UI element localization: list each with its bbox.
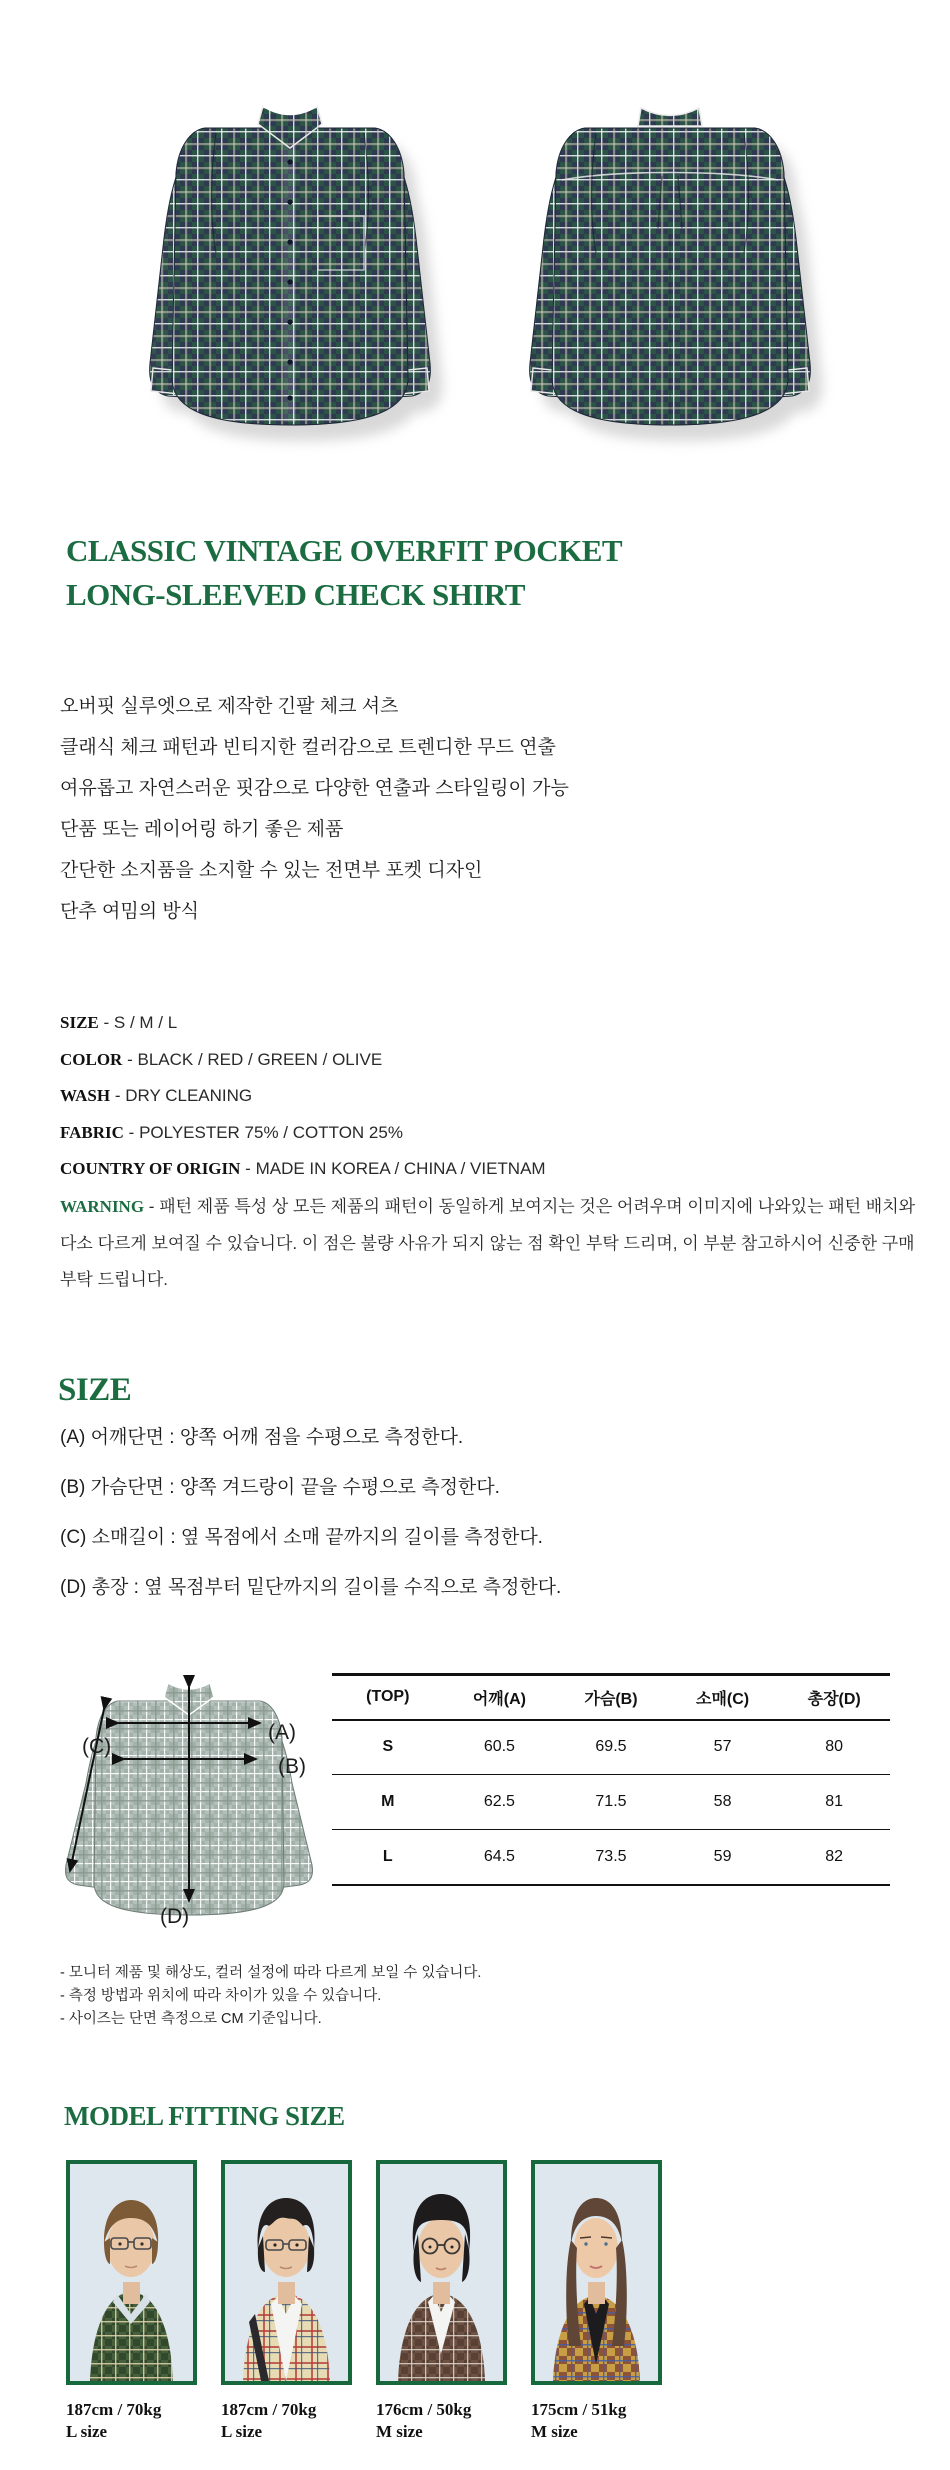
size-cell: M (381, 1793, 395, 1810)
measure-guide-line: (A) 어깨단면 : 양쪽 어깨 점을 수평으로 측정한다. (60, 1427, 464, 1448)
model-spec: 187cm / 70kg (221, 2400, 317, 2419)
value-cell: 60.5 (483, 1738, 515, 1756)
diagram-label-c: (C) (82, 1735, 112, 1758)
product-image-row (120, 78, 830, 458)
info-label: WASH (60, 1086, 111, 1105)
value-cell: 57 (713, 1738, 732, 1756)
size-table (332, 1673, 890, 1886)
model-photo-4 (531, 2160, 662, 2385)
warning-separator: - (148, 1197, 155, 1216)
product-description (60, 686, 569, 932)
value-cell: 64.5 (483, 1847, 515, 1865)
measure-guide-line: (B) 가슴단면 : 양쪽 겨드랑이 끝을 수평으로 측정한다. (60, 1477, 500, 1498)
info-separator: - (128, 1122, 135, 1142)
info-label: FABRIC (60, 1122, 124, 1142)
model-spec: 175cm / 51kg (531, 2400, 627, 2419)
description-line: 클래식 체크 패턴과 빈티지한 컬러감으로 트렌디한 무드 연출 (60, 737, 556, 758)
model-caption (376, 2399, 507, 2443)
size-notes (60, 1962, 481, 2031)
info-label: SIZE (60, 1013, 99, 1032)
description-line: 단품 또는 레이어링 하기 좋은 제품 (60, 819, 344, 840)
info-value: S / M / L (113, 1013, 178, 1032)
info-value: BLACK / RED / GREEN / OLIVE (137, 1049, 383, 1069)
model-card (221, 2160, 352, 2443)
size-section-heading: SIZE (58, 1372, 132, 1408)
value-cell: 69.5 (595, 1738, 627, 1756)
model-fitting-heading: MODEL FITTING SIZE (64, 2101, 345, 2131)
size-table-header: 소매(C) (696, 1690, 750, 1708)
warning-paragraph (60, 1189, 932, 1299)
page-title-line1: CLASSIC VINTAGE OVERFIT POCKET (66, 533, 623, 568)
model-spec: 187cm / 70kg (66, 2400, 162, 2419)
info-label: COUNTRY OF ORIGIN (60, 1159, 241, 1178)
info-row-origin (60, 1151, 546, 1188)
model-caption (531, 2399, 662, 2443)
model-card (376, 2160, 507, 2443)
size-table-header: 총장(D) (807, 1690, 861, 1708)
model-photo-2 (221, 2160, 352, 2385)
size-table-header: 가슴(B) (584, 1690, 638, 1708)
diagram-label-d: (D) (160, 1905, 190, 1928)
value-cell: 58 (713, 1793, 732, 1810)
info-value: POLYESTER 75% / COTTON 25% (139, 1122, 403, 1142)
size-table-header: (TOP) (366, 1688, 410, 1706)
size-cell: L (382, 1847, 393, 1865)
info-separator: - (245, 1159, 251, 1178)
size-table-header: 어깨(A) (472, 1690, 526, 1708)
model-caption (221, 2399, 352, 2443)
info-row-color (60, 1042, 546, 1079)
info-separator: - (114, 1086, 121, 1105)
value-cell: 71.5 (595, 1793, 627, 1810)
model-size: M size (376, 2422, 423, 2441)
page-title-line2: LONG-SLEEVED CHECK SHIRT (66, 577, 525, 612)
model-caption (66, 2399, 197, 2443)
size-note-line: - 모니터 제품 및 해상도, 컬러 설정에 따라 다르게 보일 수 있습니다. (60, 1965, 482, 1981)
product-image-front (120, 78, 460, 458)
size-table-row-l (332, 1830, 890, 1885)
info-row-wash (60, 1078, 546, 1115)
size-table-row-s (332, 1720, 890, 1775)
model-card (531, 2160, 662, 2443)
info-value: DRY CLEANING (125, 1086, 253, 1105)
warning-label: WARNING (60, 1197, 145, 1216)
size-table-row-m (332, 1775, 890, 1830)
value-cell: 59 (713, 1847, 732, 1865)
value-cell: 82 (825, 1847, 844, 1865)
product-info-list (60, 1005, 546, 1188)
info-row-fabric (60, 1115, 546, 1152)
value-cell: 73.5 (595, 1847, 627, 1865)
diagram-label-a: (A) (268, 1721, 296, 1744)
page-title (66, 529, 622, 617)
size-cell: S (382, 1738, 394, 1756)
measure-guide-line: (D) 총장 : 옆 목점부터 밑단까지의 길이를 수직으로 측정한다. (60, 1577, 562, 1598)
warning-text: 패턴 제품 특성 상 모든 제품의 패턴이 동일하게 보여지는 것은 어려우며 이미지에 나와있는 패턴 배치와 다소 다르게 보여질 수 있습니다. 이 점은 불량 사유가 되지 않는 점 확인 부탁 드리며, 이 부분 참고하시어 신중한 구매 부탁 드립니다. (60, 1197, 916, 1289)
model-size: M size (531, 2422, 578, 2441)
model-photo-1 (66, 2160, 197, 2385)
info-value: MADE IN KOREA / CHINA / VIETNAM (255, 1159, 546, 1178)
measurement-diagram (52, 1643, 337, 1928)
model-size: L size (221, 2422, 263, 2441)
size-table-header-row (332, 1675, 890, 1720)
model-photo-3 (376, 2160, 507, 2385)
model-spec: 176cm / 50kg (376, 2400, 472, 2419)
info-label: COLOR (60, 1049, 123, 1069)
info-row-size (60, 1005, 546, 1042)
measure-guide (60, 1413, 561, 1613)
model-card (66, 2160, 197, 2443)
model-fitting-row (66, 2160, 662, 2443)
info-separator: - (103, 1013, 110, 1032)
size-note-line: - 사이즈는 단면 측정으로 CM 기준입니다. (60, 2011, 322, 2027)
description-line: 여유롭고 자연스러운 핏감으로 다양한 연출과 스타일링이 가능 (60, 778, 569, 799)
description-line: 단추 여밈의 방식 (60, 901, 200, 922)
value-cell: 81 (825, 1793, 844, 1810)
description-line: 오버핏 실루엣으로 제작한 긴팔 체크 셔츠 (60, 696, 399, 717)
description-line: 간단한 소지품을 소지할 수 있는 전면부 포켓 디자인 (60, 860, 483, 881)
size-note-line: - 측정 방법과 위치에 따라 차이가 있을 수 있습니다. (60, 1988, 382, 2004)
model-size: L size (66, 2422, 108, 2441)
info-separator: - (127, 1049, 133, 1069)
value-cell: 62.5 (483, 1793, 515, 1810)
diagram-label-b: (B) (278, 1755, 306, 1778)
value-cell: 80 (825, 1738, 844, 1756)
measure-guide-line: (C) 소매길이 : 옆 목점에서 소매 끝까지의 길이를 측정한다. (60, 1527, 543, 1548)
product-image-back (500, 78, 840, 458)
